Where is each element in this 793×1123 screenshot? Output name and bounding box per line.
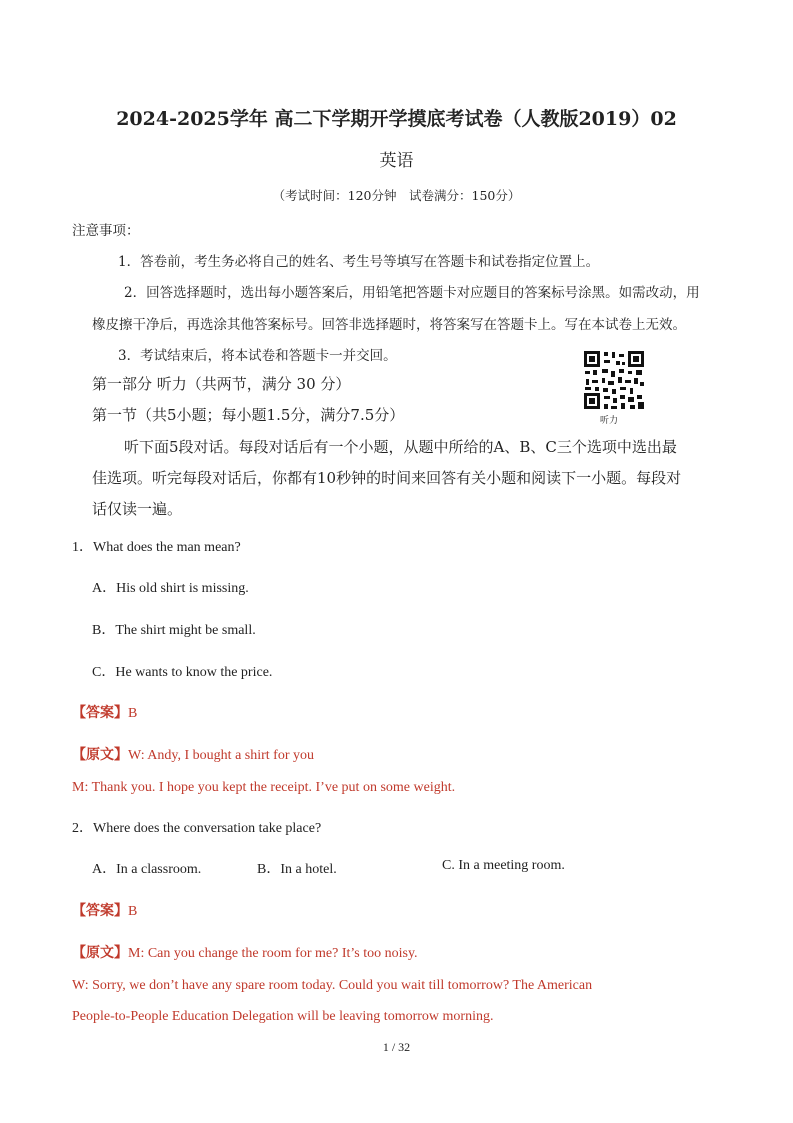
question-2-answer	[72, 900, 137, 920]
question-1-option-a: A．His old shirt is missing.	[92, 581, 249, 596]
transcript-line: W: Andy, I bought a shirt for you	[128, 748, 314, 763]
question-2-option-a: A．In a classroom.	[92, 862, 202, 877]
note-item-2-line-2: 橡皮擦干净后，再选涂其他答案标号。回答非选择题时，将答案写在答题卡上。写在本试卷上无效。	[92, 317, 686, 333]
question-1-stem: 1．What does the man mean?	[72, 540, 241, 555]
transcript-line: M: Thank you. I hope you kept the receipt. I’ve put on some weight.	[72, 780, 456, 795]
exam-info: （考试时间：120分钟 试卷满分：150分）	[272, 188, 521, 203]
qr-code-label: 听力	[600, 416, 619, 426]
transcript-line: M: Can you change the room for me? It’s too noisy.	[128, 946, 418, 961]
instruction-line-2: 佳选项。听完每段对话后，你都有10秒钟的时间来回答有关小题和阅读下一小题。每段对	[92, 469, 682, 487]
page-number: 1 / 32	[382, 1040, 411, 1054]
instruction-line-3: 话仅读一遍。	[92, 500, 183, 518]
transcript-tag: 【原文】	[72, 747, 128, 763]
instruction-line-1: 听下面5段对话。每段对话后有一个小题，从题中所给的A、B、C三个选项中选出最	[124, 438, 677, 456]
answer-value: B	[128, 904, 138, 919]
part1-heading: 第一部分 听力（共两节，满分 30 分）	[92, 375, 351, 393]
note-item-3: 3．考试结束后，将本试卷和答题卡一并交回。	[118, 348, 397, 364]
question-2-transcript	[72, 942, 418, 962]
answer-tag: 【答案】	[72, 903, 128, 919]
question-1-option-c: C．He wants to know the price.	[92, 665, 273, 680]
question-2-option-c: C. In a meeting room.	[442, 858, 565, 873]
transcript-line: W: Sorry, we don’t have any spare room today. Could you wait till tomorrow? The American	[72, 978, 593, 993]
note-item-1: 1．答卷前，考生务必将自己的姓名、考生号等填写在答题卡和试卷指定位置上。	[118, 254, 600, 270]
answer-value: B	[128, 706, 138, 721]
note-item-2-line-1: 2．回答选择题时，选出每小题答案后，用铅笔把答题卡对应题目的答案标号涂黑。如需改动，用	[124, 285, 700, 301]
answer-tag: 【答案】	[72, 705, 128, 721]
question-2-option-b: B．In a hotel.	[257, 862, 337, 877]
question-1-transcript	[72, 744, 314, 764]
notes-heading: 注意事项：	[72, 223, 140, 239]
question-1-option-b: B．The shirt might be small.	[92, 623, 256, 638]
transcript-tag: 【原文】	[72, 945, 128, 961]
question-2-stem: 2．Where does the conversation take place?	[72, 821, 322, 836]
transcript-line: People-to-People Education Delegation will be leaving tomorrow morning.	[72, 1009, 494, 1024]
exam-title: 2024-2025学年 高二下学期开学摸底考试卷（人教版2019）02	[116, 108, 677, 130]
qr-code-icon[interactable]	[582, 349, 646, 411]
section1-heading: 第一节（共5小题；每小题1.5分，满分7.5分）	[92, 406, 405, 424]
subject-title: 英语	[379, 151, 414, 171]
question-1-answer	[72, 702, 137, 722]
